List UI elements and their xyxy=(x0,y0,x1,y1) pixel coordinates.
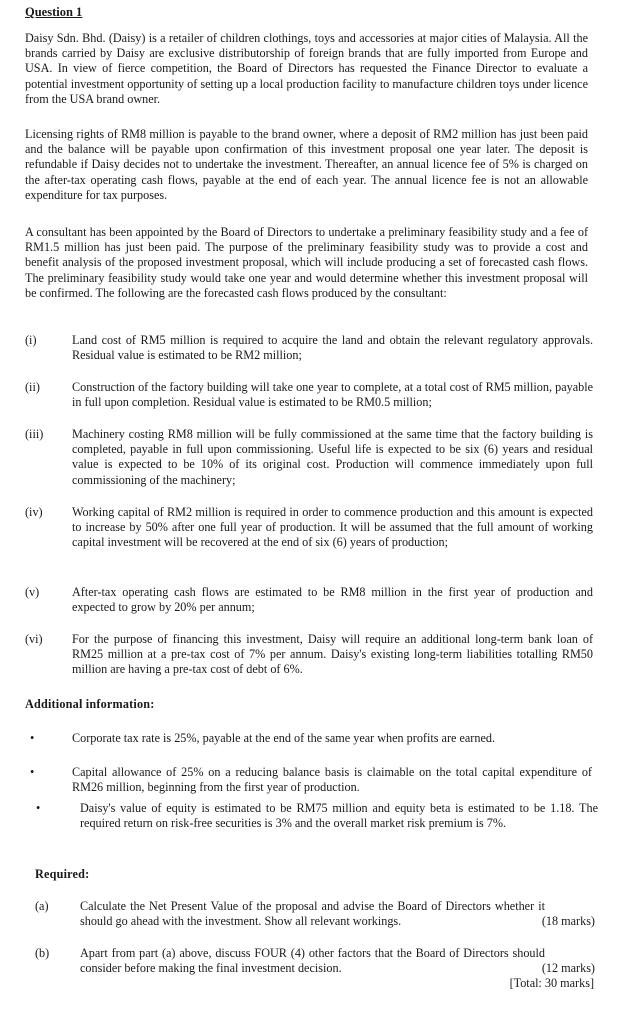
required-heading: Required: xyxy=(35,867,90,881)
item-text: Working capital of RM2 million is required in order to commence production and this amount is expected to increase by 50% after one full year of production. It will be assumed that the full amount of working capital investment will be recovered at the end of six (6) years of production; xyxy=(72,505,593,550)
required-label: (b) xyxy=(35,946,50,960)
required-text: Apart from part (a) above, discuss FOUR (4) other factors that the Board of Directors should consider before making the final investment decision. xyxy=(80,946,545,976)
required-text: Calculate the Net Present Value of the proposal and advise the Board of Directors whether it should go ahead with the investment. Show all relevant workings. xyxy=(80,899,545,929)
bullet-text: Corporate tax rate is 25%, payable at the end of the same year when profits are earned. xyxy=(72,731,495,745)
marks-label: (18 marks) xyxy=(541,914,595,928)
item-label: (iii) xyxy=(25,427,44,441)
item-text: Construction of the factory building will take one year to complete, at a total cost of RM5 million, payable in full upon completion. Residual value is estimated to be RM0.5 million; xyxy=(72,380,593,410)
marks-label: (12 marks) xyxy=(541,961,595,975)
item-text: Machinery costing RM8 million will be fully commissioned at the same time that the factory building is completed, payable in full upon commissioning. Useful life is expected to be six (6) years and residual value is expected to be 10% of its original cost. Production will commence immediately upon full commissioning of the machinery; xyxy=(72,427,593,487)
bullet-icon: • xyxy=(30,731,35,745)
consultant-paragraph: A consultant has been appointed by the Board of Directors to undertake a preliminary feasibility study and a fee of RM1.5 million has just been paid. The purpose of the preliminary feasibility study was to provide a cost and benefit analysis of the proposed investment proposal, which will include producing a set of forecasted cash flows. The preliminary feasibility study would take one year and would determine whether this investment proposal will be confirmed. The following are the forecasted cash flows produced by the consultant: xyxy=(25,225,588,300)
item-label: (v) xyxy=(25,585,40,599)
item-label: (i) xyxy=(25,333,37,347)
bullet-text: Capital allowance of 25% on a reducing balance basis is claimable on the total capital expenditure of RM26 million, beginning from the first year of production. xyxy=(72,765,592,795)
item-label: (ii) xyxy=(25,380,40,394)
item-label: (vi) xyxy=(25,632,43,646)
item-text: After-tax operating cash flows are estimated to be RM8 million in the first year of production and expected to grow by 20% per annum; xyxy=(72,585,593,615)
required-label: (a) xyxy=(35,899,49,913)
intro-paragraph: Daisy Sdn. Bhd. (Daisy) is a retailer of children clothings, toys and accessories at major cities of Malaysia. All the brands carried by Daisy are exclusive distributorship of foreign brands that are fully imported from Europe and USA. In view of fierce competition, the Board of Directors has requested the Finance Director to evaluate a potential investment opportunity of setting up a local production facility to manufacture children toys under licence from the USA brand owner. xyxy=(25,31,588,106)
bullet-icon: • xyxy=(36,801,41,815)
bullet-icon: • xyxy=(30,765,35,779)
item-text: Land cost of RM5 million is required to acquire the land and obtain the relevant regulatory approvals. Residual value is estimated to be RM2 million; xyxy=(72,333,593,363)
question-title: Question 1 xyxy=(25,5,83,19)
item-text: For the purpose of financing this investment, Daisy will require an additional long-term bank loan of RM25 million at a pre-tax cost of 7% per annum. Daisy's existing long-term liabilities totalling RM50 million are having a pre-tax cost of debt of 6%. xyxy=(72,632,593,677)
bullet-text: Daisy's value of equity is estimated to be RM75 million and equity beta is estimated to be 1.18. The required return on risk-free securities is 3% and the overall market risk premium is 7%. xyxy=(80,801,598,831)
licensing-paragraph: Licensing rights of RM8 million is payable to the brand owner, where a deposit of RM2 million has just been paid and the balance will be payable upon confirmation of this investment proposal one year later. The deposit is refundable if Daisy decides not to undertake the investment. Thereafter, an annual licence fee of 5% is charged on the after-tax operating cash flows, payable at the end of each year. The annual licence fee is not an allowable expenditure for tax purposes. xyxy=(25,127,588,202)
additional-info-heading: Additional information: xyxy=(25,697,155,711)
total-marks: [Total: 30 marks] xyxy=(509,976,594,990)
item-label: (iv) xyxy=(25,505,43,519)
